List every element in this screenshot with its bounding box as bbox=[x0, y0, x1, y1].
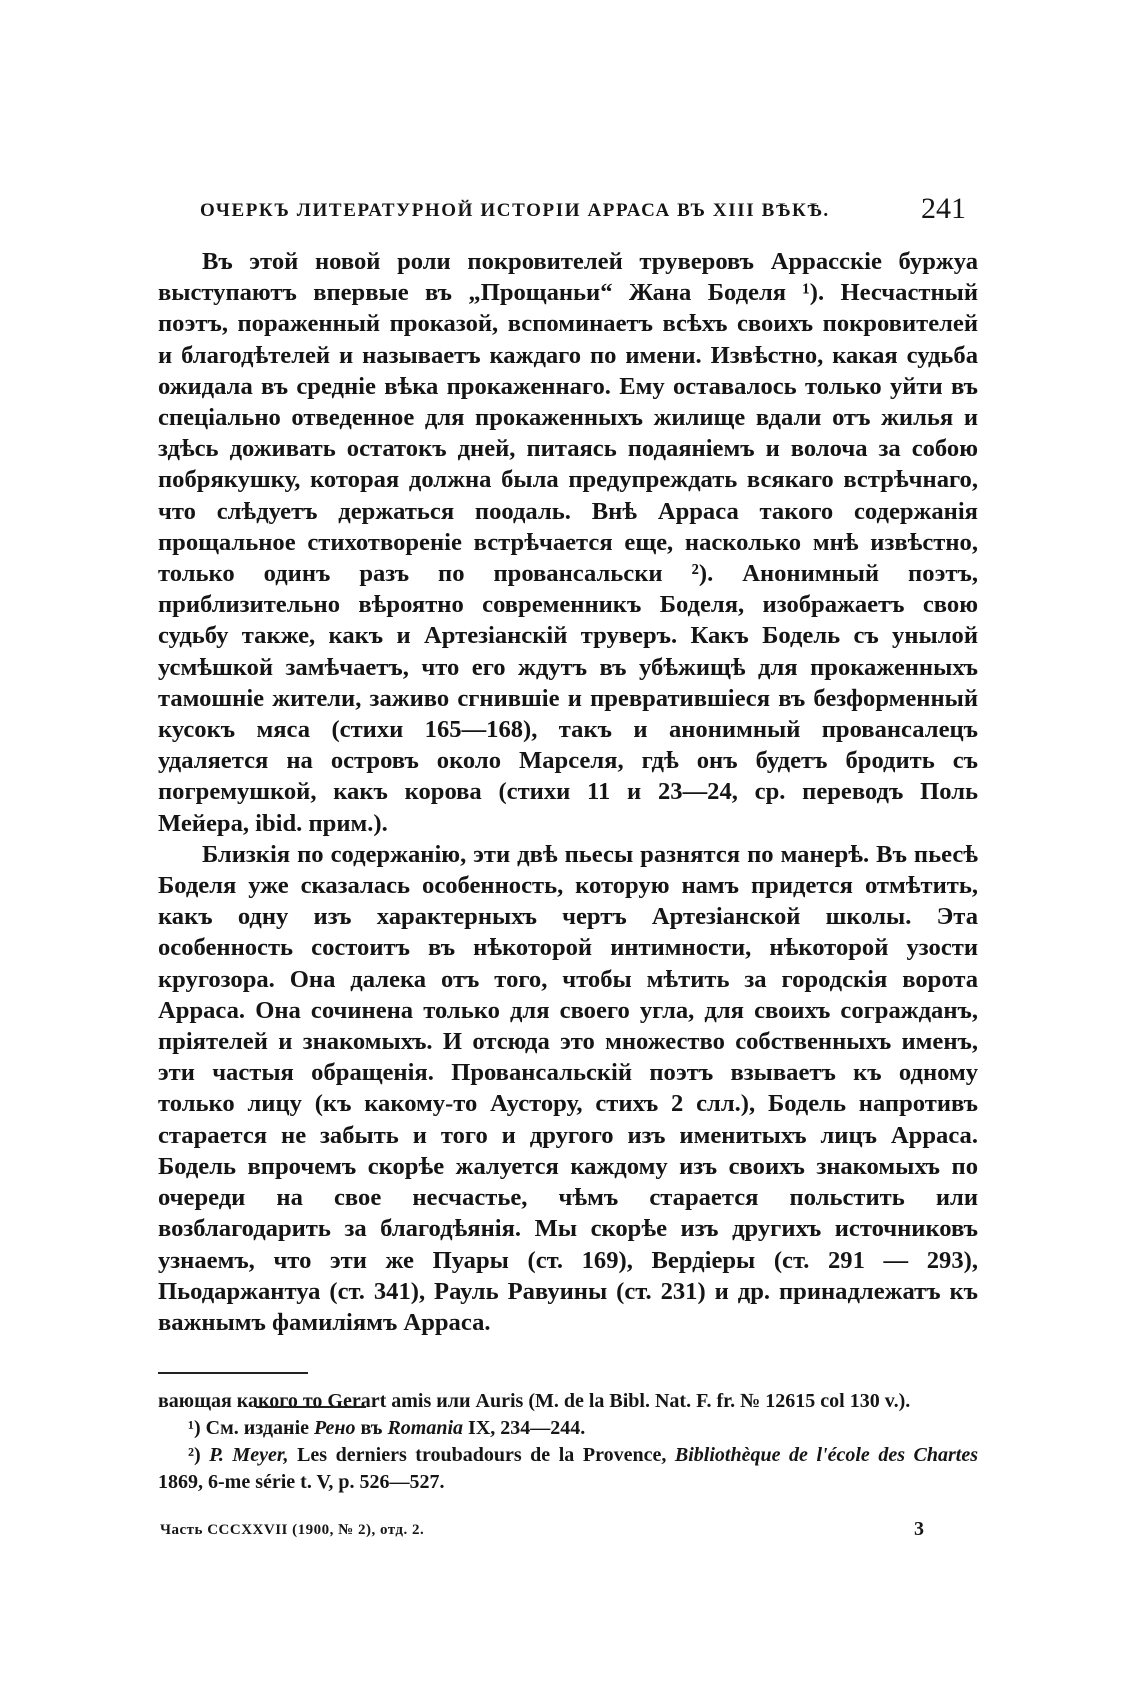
footer bbox=[158, 1518, 978, 1548]
footnote-2-marker: ²) bbox=[188, 1444, 201, 1467]
running-head bbox=[158, 192, 978, 232]
footnote-1-italic-b: Romania bbox=[387, 1417, 464, 1440]
paragraph-1: Въ этой новой роли покровителей труверовъ Аррасскіе буржуа выступаютъ впервые въ „Прощаньи“ Жана Боделя ¹). Несчастный поэтъ, пораженный проказой, вспоминаетъ всѣхъ своихъ покровителей и благодѣтелей и называетъ каждаго по имени. Извѣстно, какая судьба ожидала въ средніе вѣка прокаженнаго. Ему оставалось только уйти въ спеціально отведенное для прокаженныхъ жилище вдали отъ жилья и здѣсь доживать остатокъ дней, питаясь подаяніемъ и волоча за собою побрякушку, которая должна была предупреждать всякаго встрѣчнаго, что слѣдуетъ держаться поодаль. Внѣ Арраса такого содержанія прощальное стихотвореніе встрѣчается еще, насколько мнѣ извѣстно, только одинъ разъ по провансальски ²). Анонимный поэтъ, приблизительно вѣроятно современникъ Боделя, изображаетъ свою судьбу также, какъ и Артезіанскій труверъ. Какъ Бодель съ унылой усмѣшкой замѣчаетъ, что его ждутъ въ убѣжищѣ для прокаженныхъ тамошніе жители, заживо сгнившіе и превратившіеся въ безформенный кусокъ мяса (стихи 165—168), такъ и анонимный провансалецъ удаляется на островъ около Марселя, гдѣ онъ будетъ бродить съ погремушкой, какъ корова (стихи 11 и 23—24, ср. переводъ Поль Мейера, ibid. прим.). bbox=[158, 248, 978, 837]
paragraph-2: Близкія по содержанію, эти двѣ пьесы разнятся по манерѣ. Въ пьесѣ Боделя уже сказалась особенность, которую намъ придется отмѣтить, какъ одну изъ характерныхъ чертъ Артезіанской школы. Эта особенность состоитъ въ нѣкоторой интимности, нѣкоторой узости кругозора. Она далека отъ того, чтобы мѣтить за городскія ворота Арраса. Она сочинена только для своего угла, для своихъ согражданъ, пріятелей и знакомыхъ. И отсюда это множество собственныхъ именъ, эти частыя обращенія. Провансальскій поэтъ взываетъ къ одному только лицу (къ какому-то Аустору, стихъ 2 слл.), Бодель напротивъ старается не забыть и того и другого изъ именитыхъ лицъ Арраса. Бодель впрочемъ скорѣе жалуется каждому изъ своихъ знакомыхъ по очереди на свое несчастье, чѣмъ старается польстить или возблагодарить за благодѣянія. Мы скорѣе изъ другихъ источниковъ узнаемъ, что эти же Пуары (ст. 169), Вердіеры (ст. 291 — 293), Пьодаржантуа (ст. 341), Рауль Равуины (ст. 231) и др. принадлежатъ къ важнымъ фамиліямъ Арраса. bbox=[158, 840, 978, 1336]
footnote-1-italic-a: Рено bbox=[314, 1417, 356, 1440]
footnote-1-marker: ¹) bbox=[188, 1417, 201, 1440]
footnote-2-italic-b: Bibliothèque de l'école des Chartes bbox=[674, 1444, 979, 1467]
printer-signature: Часть CCCXXVII (1900, № 2), отд. 2. bbox=[160, 1522, 425, 1539]
footnote-1-text-a: См. изданіе bbox=[205, 1417, 309, 1440]
body-text bbox=[158, 246, 978, 1338]
footnote-1-text-b: въ bbox=[360, 1417, 383, 1440]
footnote-separator bbox=[158, 1372, 978, 1374]
footnote-1 bbox=[158, 1415, 978, 1442]
running-head-title: ОЧЕРКЪ ЛИТЕРАТУРНОЙ ИСТОРІИ АРРАСА ВЪ XIII ВѢКѢ. bbox=[200, 200, 830, 221]
footnote-2-text-b: 1869, 6-me série t. V, p. 526—527. bbox=[158, 1471, 445, 1494]
footnote-rule-right bbox=[256, 1406, 366, 1408]
footnote-rule-left bbox=[158, 1372, 308, 1374]
footnote-continuation: вающая какого то Gerart amis или Auris (M. de la Bibl. Nat. F. fr. № 12615 col 130 v.). bbox=[158, 1390, 911, 1413]
footnote-2-text-a: Les derniers troubadours de la Provence, bbox=[297, 1444, 667, 1467]
footnote-2 bbox=[158, 1442, 978, 1496]
sheet-number: 3 bbox=[914, 1518, 924, 1541]
page-number: 241 bbox=[921, 192, 966, 225]
page bbox=[158, 192, 978, 1548]
footnotes bbox=[158, 1388, 978, 1496]
footnote-2-italic-a: P. Meyer, bbox=[209, 1444, 289, 1467]
footnote-1-text-c: IX, 234—244. bbox=[468, 1417, 586, 1440]
